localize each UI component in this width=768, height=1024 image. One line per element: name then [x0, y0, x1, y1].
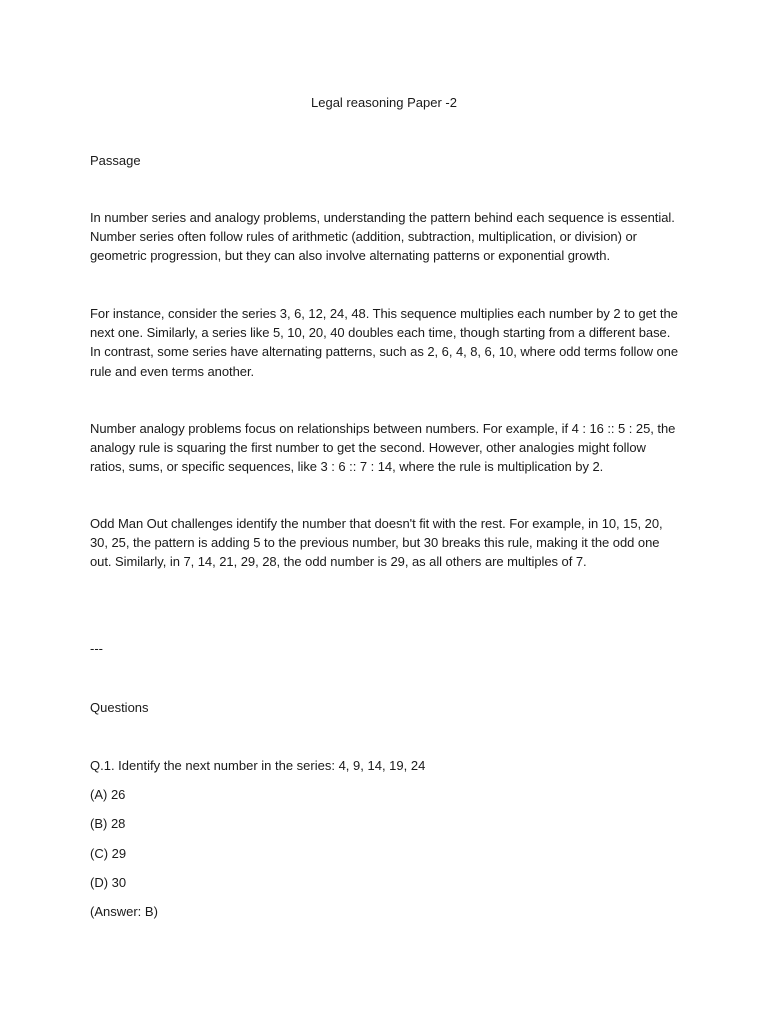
- document-title: Legal reasoning Paper -2: [311, 95, 457, 110]
- passage-paragraph-3: Number analogy problems focus on relationships between numbers. For example, if 4 : 16 :: 5 : 25, the analogy rule is squaring the first number to get the second. However, other analogies might follow ratios, sums, or specific sequences, like 3 : 6 :: 7 : 14, where the rule is multiplication by 2.: [90, 421, 676, 475]
- questions-heading: Questions: [90, 700, 149, 715]
- question-1-option-a: (A) 26: [90, 787, 126, 802]
- passage-heading: Passage: [90, 153, 141, 168]
- section-separator: ---: [90, 641, 103, 656]
- question-1-option-d: (D) 30: [90, 875, 127, 890]
- passage-paragraph-4: Odd Man Out challenges identify the number that doesn't fit with the rest. For example, in 10, 15, 20, 30, 25, the pattern is adding 5 to the previous number, but 30 breaks this rule, making it the odd one out. Similarly, in 7, 14, 21, 29, 28, the odd number is 29, as all others are multiples of 7.: [90, 516, 663, 570]
- passage-paragraph-2: For instance, consider the series 3, 6, 12, 24, 48. This sequence multiplies each number by 2 to get the next one. Similarly, a series like 5, 10, 20, 40 doubles each time, though starting from a different base. In contrast, some series have alternating patterns, such as 2, 6, 4, 8, 6, 10, where odd terms follow one rule and even terms another.: [90, 306, 679, 379]
- passage-paragraph-1: In number series and analogy problems, understanding the pattern behind each sequence is essential. Number series often follow rules of arithmetic (addition, subtraction, multiplication, or division) or geometric progression, but they can also involve alternating patterns or exponential growth.: [90, 210, 675, 264]
- question-1-option-c: (C) 29: [90, 846, 127, 861]
- question-1-text: Q.1. Identify the next number in the series: 4, 9, 14, 19, 24: [90, 758, 426, 773]
- question-1-answer: (Answer: B): [90, 904, 158, 919]
- question-1-option-b: (B) 28: [90, 816, 126, 831]
